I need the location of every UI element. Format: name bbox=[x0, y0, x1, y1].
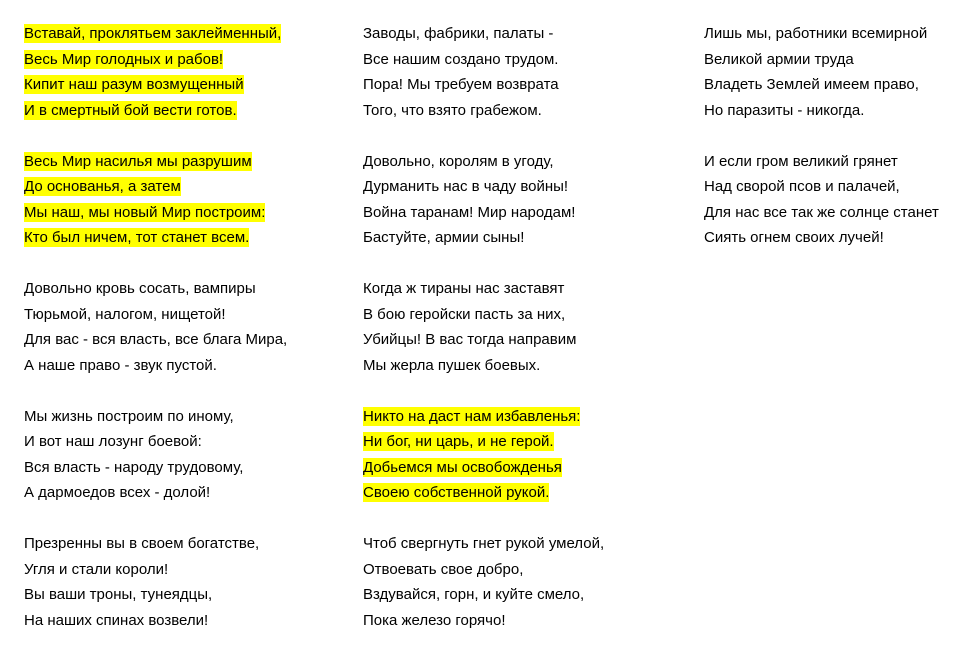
verse-line-text: Ни бог, ни царь, и не герой. bbox=[363, 433, 554, 450]
verse-line-text: Дурманить нас в чаду войны! bbox=[363, 178, 569, 195]
verse-line-text: Довольно кровь сосать, вампиры bbox=[24, 280, 256, 297]
verse-line bbox=[24, 276, 287, 302]
verse-line bbox=[24, 531, 287, 557]
verse-line bbox=[704, 174, 939, 200]
verse-line-text: Довольно, королям в угоду, bbox=[363, 152, 554, 170]
verse-line bbox=[704, 225, 939, 251]
lyrics-column-3 bbox=[704, 21, 939, 276]
highlighted-verse-line bbox=[24, 47, 287, 73]
verse-line bbox=[24, 302, 287, 328]
verse-line-text: И если гром великий грянет bbox=[704, 152, 898, 170]
highlighted-verse-line bbox=[363, 429, 604, 455]
verse-line-text: А дармоедов всех - долой! bbox=[24, 484, 211, 501]
verse-line-text: Великой армии труда bbox=[704, 50, 854, 68]
lyrics-column-2 bbox=[363, 21, 604, 646]
verse-line bbox=[363, 557, 604, 583]
verse-line bbox=[363, 174, 604, 200]
verse-line bbox=[704, 47, 939, 73]
verse-line bbox=[363, 302, 604, 328]
verse-line-text: Тюрьмой, налогом, нищетой! bbox=[24, 305, 226, 323]
verse-line bbox=[704, 98, 939, 124]
verse-line-text: Мы жерла пушек боевых. bbox=[363, 356, 541, 374]
verse-line-text: Вся власть - народу трудовому, bbox=[24, 458, 244, 476]
verse-line bbox=[24, 455, 287, 481]
verse-line bbox=[363, 149, 604, 175]
verse-line-text: Кипит наш разум возмущенный bbox=[24, 76, 244, 93]
verse-line bbox=[704, 21, 939, 47]
verse-line-text: Чтоб свергнуть гнет рукой умелой, bbox=[363, 535, 605, 552]
stanza bbox=[24, 404, 287, 506]
stanza bbox=[363, 404, 604, 506]
verse-line-text: Вставай, проклятьем заклейменный, bbox=[24, 25, 282, 42]
stanza bbox=[363, 21, 604, 123]
highlighted-verse-line bbox=[24, 72, 287, 98]
highlighted-verse-line bbox=[24, 174, 287, 200]
verse-line-text: Отвоевать свое добро, bbox=[363, 560, 524, 578]
verse-line bbox=[704, 200, 939, 226]
verse-line bbox=[363, 47, 604, 73]
verse-line bbox=[363, 582, 604, 608]
verse-line-text: Вздувайся, горн, и куйте смело, bbox=[363, 586, 585, 603]
verse-line-text: Мы наш, мы новый Мир построим: bbox=[24, 203, 266, 221]
verse-line bbox=[24, 557, 287, 583]
verse-line bbox=[363, 225, 604, 251]
stanza bbox=[704, 149, 939, 251]
verse-line-text: Все нашим создано трудом. bbox=[363, 50, 559, 68]
verse-line-text: В бою геройски пасть за них, bbox=[363, 305, 566, 323]
verse-line bbox=[363, 98, 604, 124]
verse-line-text: Когда ж тираны нас заставят bbox=[363, 280, 565, 297]
highlighted-verse-line bbox=[363, 404, 604, 430]
verse-line bbox=[24, 404, 287, 430]
verse-line-text: Весь Мир голодных и рабов! bbox=[24, 50, 224, 68]
verse-line-text: Война таранам! Мир народам! bbox=[363, 203, 576, 221]
verse-line bbox=[24, 327, 287, 353]
verse-line bbox=[24, 353, 287, 379]
verse-line-text: Вы ваши троны, тунеядцы, bbox=[24, 586, 213, 603]
verse-line-text: На наших спинах возвели! bbox=[24, 611, 209, 629]
verse-line-text: Убийцы! В вас тогда направим bbox=[363, 331, 577, 348]
verse-line bbox=[704, 72, 939, 98]
verse-line-text: И в смертный бой вести готов. bbox=[24, 101, 237, 119]
highlighted-verse-line bbox=[363, 455, 604, 481]
stanza bbox=[24, 276, 287, 378]
verse-line-text: И вот наш лозунг боевой: bbox=[24, 433, 202, 450]
verse-line-text: Заводы, фабрики, палаты - bbox=[363, 25, 554, 42]
verse-line bbox=[363, 531, 604, 557]
verse-line-text: Пока железо горячо! bbox=[363, 611, 506, 629]
verse-line bbox=[363, 353, 604, 379]
verse-line-text: Кто был ничем, тот станет всем. bbox=[24, 229, 250, 246]
highlighted-verse-line bbox=[24, 149, 287, 175]
stanza bbox=[24, 531, 287, 633]
verse-line bbox=[24, 582, 287, 608]
verse-line-text: Добьемся мы освобожденья bbox=[363, 458, 562, 476]
verse-line-text: Никто на даст нам избавленья: bbox=[363, 407, 581, 425]
verse-line bbox=[363, 327, 604, 353]
verse-line bbox=[363, 276, 604, 302]
verse-line-text: Мы жизнь построим по иному, bbox=[24, 407, 234, 425]
verse-line-text: Владеть Землей имеем право, bbox=[704, 76, 919, 93]
stanza bbox=[363, 276, 604, 378]
verse-line-text: Угля и стали короли! bbox=[24, 560, 169, 578]
highlighted-verse-line bbox=[24, 21, 287, 47]
stanza bbox=[24, 149, 287, 251]
verse-line bbox=[363, 608, 604, 634]
verse-line-text: Презренны вы в своем богатстве, bbox=[24, 535, 260, 552]
verse-line-text: Весь Мир насилья мы разрушим bbox=[24, 152, 252, 170]
highlighted-verse-line bbox=[24, 200, 287, 226]
verse-line-text: Сиять огнем своих лучей! bbox=[704, 229, 884, 246]
verse-line bbox=[24, 429, 287, 455]
verse-line-text: Но паразиты - никогда. bbox=[704, 101, 865, 119]
verse-line-text: Того, что взято грабежом. bbox=[363, 101, 542, 119]
verse-line-text: Для нас все так же солнце станет bbox=[704, 203, 939, 221]
highlighted-verse-line bbox=[24, 225, 287, 251]
highlighted-verse-line bbox=[363, 480, 604, 506]
lyrics-column-1 bbox=[24, 21, 287, 646]
verse-line bbox=[363, 200, 604, 226]
verse-line bbox=[24, 608, 287, 634]
verse-line bbox=[363, 21, 604, 47]
stanza bbox=[363, 149, 604, 251]
verse-line-text: Своею собственной рукой. bbox=[363, 484, 550, 501]
verse-line-text: Пора! Мы требуем возврата bbox=[363, 76, 559, 93]
verse-line-text: До основанья, а затем bbox=[24, 178, 181, 195]
verse-line-text: Над сворой псов и палачей, bbox=[704, 178, 900, 195]
stanza bbox=[363, 531, 604, 633]
highlighted-verse-line bbox=[24, 98, 287, 124]
verse-line-text: А наше право - звук пустой. bbox=[24, 356, 217, 374]
verse-line-text: Бастуйте, армии сыны! bbox=[363, 229, 525, 246]
verse-line bbox=[704, 149, 939, 175]
verse-line bbox=[363, 72, 604, 98]
verse-line bbox=[24, 480, 287, 506]
verse-line-text: Для вас - вся власть, все блага Мира, bbox=[24, 331, 288, 348]
verse-line-text: Лишь мы, работники всемирной bbox=[704, 25, 928, 42]
stanza bbox=[704, 21, 939, 123]
stanza bbox=[24, 21, 287, 123]
